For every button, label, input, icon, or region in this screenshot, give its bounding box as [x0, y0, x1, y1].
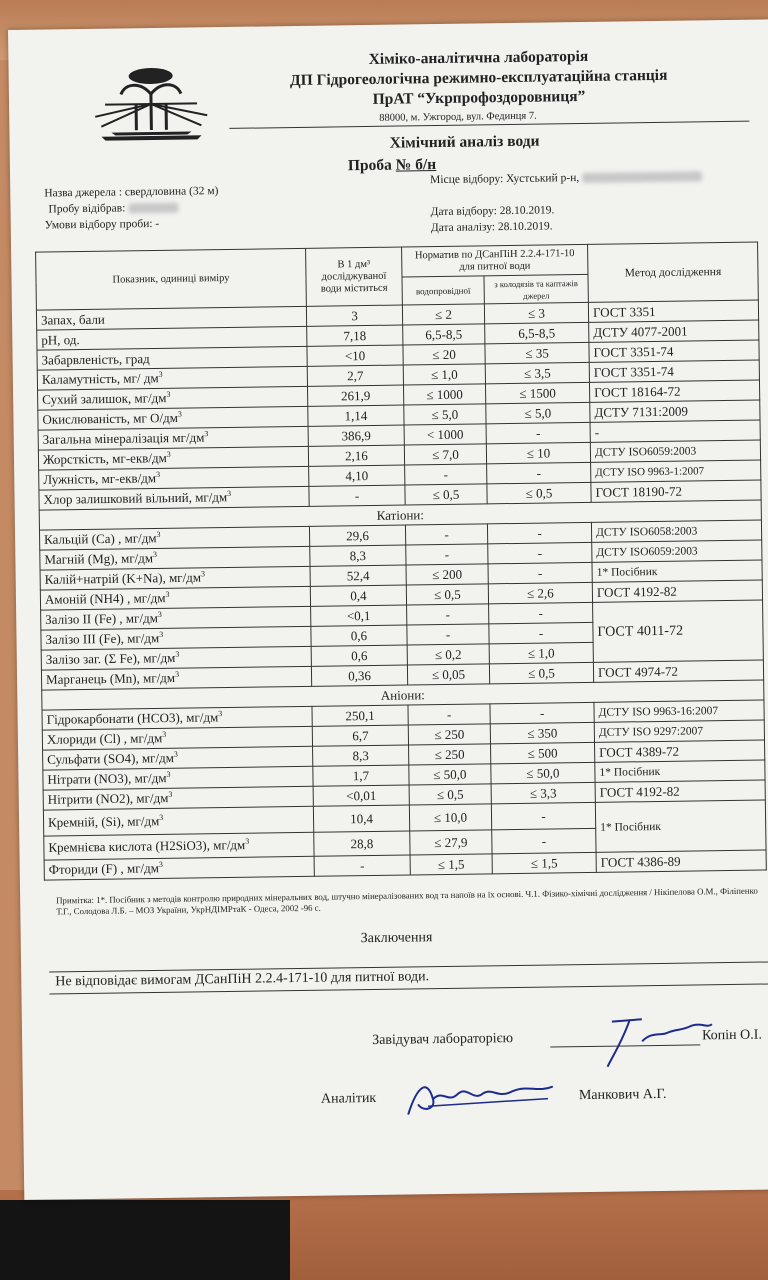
row-norm-a: ≤ 1000 [403, 384, 485, 405]
date-sample-value: 28.10.2019. [499, 204, 555, 218]
row-name-text: Гідрокарбонати (HCO3), мг/дм [46, 709, 219, 728]
row-method: - [590, 420, 760, 442]
row-norm-b: - [491, 802, 595, 829]
row-value: 1,7 [313, 765, 409, 786]
analyst-name: Манкович А.Г. [578, 1086, 667, 1104]
row-name-text: Каламутність, мг/ дм [41, 370, 159, 388]
date-analysis-line [431, 220, 553, 234]
row-norm-a: ≤ 0,2 [407, 644, 489, 665]
analyst-label: Аналітик [320, 1090, 377, 1107]
laboratory-logo [80, 63, 221, 145]
row-name-text: Сульфати (SO4), мг/дм [47, 750, 175, 768]
document-sheet [8, 19, 768, 1200]
row-method: ДСТУ 7131:2009 [590, 400, 760, 422]
row-norm-a: ≤ 50,0 [409, 764, 491, 785]
row-norm-b: ≤ 350 [490, 722, 594, 743]
date-sample-line [431, 204, 555, 218]
row-name: Залізо заг. (Σ Fe), $мг/дм^3$ [41, 646, 311, 670]
row-name: Залізо II (Fe) , $мг/дм^3$ [41, 606, 311, 630]
row-value: 386,9 [308, 425, 404, 446]
row-value: - [314, 855, 410, 876]
row-norm-a: - [408, 704, 490, 725]
row-norm-a: ≤ 1,0 [403, 364, 485, 385]
row-name-text: Нітрати (NO3), мг/дм [47, 770, 167, 788]
row-norm-a: - [405, 524, 487, 545]
row-method: ГОСТ 3351 [588, 300, 758, 322]
row-method: ДСТУ ISO6059:2003 [592, 540, 762, 562]
row-value: 29,6 [309, 525, 405, 546]
row-norm-b: - [492, 828, 596, 853]
head-name: Копін О.І. [702, 1027, 763, 1044]
row-norm-b: - [489, 602, 593, 623]
row-norm-a: - [406, 544, 488, 565]
row-norm-b: - [487, 462, 591, 483]
address: 88000, м. Ужгород, вул. Фединця 7. [379, 110, 537, 124]
row-value: - [309, 485, 405, 506]
row-method: ДСТУ 4077-2001 [589, 320, 759, 342]
row-value: 2,16 [308, 445, 404, 466]
date-analysis-value: 28.10.2019. [497, 220, 553, 234]
row-value: 8,3 [313, 745, 409, 766]
row-name-text: Марганець (Mn), мг/дм [45, 670, 176, 688]
row-value: 2,7 [307, 365, 403, 386]
row-method: 1* Посібник [595, 800, 766, 852]
row-method: ГОСТ 3351-74 [589, 360, 759, 382]
row-norm-a: ≤ 5,0 [404, 404, 486, 425]
row-name: Хлор залишковий вільний, $мг/дм^3$ [39, 486, 309, 510]
row-method: ДСТУ ISO 9963-1:2007 [591, 460, 761, 482]
col-method: Метод дослідження [588, 242, 759, 302]
row-norm-a: ≤ 2 [402, 304, 484, 325]
conclusion-text: Не відповідає вимогам ДСанПіН 2.2.4-171-10 для питної води. [55, 969, 430, 990]
row-norm-a: ≤ 250 [409, 744, 491, 765]
row-name-text: Жорсткість, мг-екв/дм [42, 450, 167, 468]
row-method: ГОСТ 4192-82 [592, 580, 762, 602]
row-norm-a: ≤ 0,05 [407, 664, 489, 685]
row-name: Магній (Mg), $мг/дм^3$ [40, 546, 310, 570]
station-name: ДП Гідрогеологічна режимно-експлуатаційна станція [289, 66, 668, 90]
row-name-text: Нітрити (NO2), мг/дм [47, 790, 169, 808]
company-name: ПрАТ “Укрпрофоздоровниця” [372, 87, 586, 108]
row-value: 28,8 [314, 831, 410, 856]
row-norm-a: ≤ 0,5 [409, 784, 491, 805]
head-label: Завідувач лабораторією [372, 1031, 514, 1049]
row-norm-a: ≤ 0,5 [405, 484, 487, 505]
row-norm-b: ≤ 500 [491, 742, 595, 763]
row-name: Залізо III (Fe), $мг/дм^3$ [41, 626, 311, 650]
row-name-text: Кальцій (Ca) , мг/дм [44, 530, 157, 548]
row-norm-a: - [405, 464, 487, 485]
row-name-text: Сухий залишок, мг/дм [42, 390, 167, 408]
row-method: ГОСТ 18164-72 [589, 380, 759, 402]
row-name: Каламутність, мг/ $дм^3$ [37, 366, 307, 390]
footnote: Примітка: 1*. Посібник з методів контролю природних мінеральних вод, штучно мінералізованих вод та напоїв на їх основі. Ч.1. Фізико-хімічні дослідження / Нікіпелова О.М., Філіпенко Т.Г., Солодова Л.Б. – МОЗ України, УкрНДІМРтаК - Одеса, 2002 -96 с. [56, 885, 758, 917]
row-norm-a: - [407, 624, 489, 645]
col-norm-wells: з колодязів та каптажів джерел [484, 274, 588, 303]
section-cations-label: Катіони: [39, 500, 761, 530]
row-name-text: Амоній (NH4) , мг/дм [44, 590, 166, 608]
row-value: 3 [306, 305, 402, 326]
row-norm-a: 6,5-8,5 [403, 324, 485, 345]
row-norm-b: ≤ 1,0 [489, 642, 593, 663]
row-norm-b: ≤ 50,0 [491, 762, 595, 783]
sample-prefix: Проба [347, 156, 392, 175]
row-name: Лужність, $мг-екв/дм^3$ [39, 466, 309, 490]
source-value: свердловина (32 м) [124, 185, 219, 199]
background-dark-object [0, 1200, 290, 1280]
row-norm-b: ≤ 10 [486, 442, 590, 463]
place-line [430, 170, 702, 186]
row-name-text: Загальна мінералізація мг/дм [42, 429, 205, 448]
row-name: Кальцій (Ca) , $мг/дм^3$ [39, 526, 309, 550]
source-line [44, 185, 218, 199]
row-norm-b: ≤ 5,0 [486, 402, 590, 423]
row-norm-a: ≤ 27,9 [410, 830, 492, 855]
row-value: 0,4 [310, 585, 406, 606]
row-value: 250,1 [312, 705, 408, 726]
row-norm-b: 6,5-8,5 [485, 322, 589, 343]
row-norm-b: ≤ 1500 [485, 382, 589, 403]
date-sample-label: Дата відбору: [430, 205, 497, 219]
row-name-text: Магній (Mg), мг/дм [44, 550, 154, 568]
document-title: Хімічний аналіз води [389, 132, 540, 152]
row-value: 8,3 [310, 545, 406, 566]
row-method: ДСТУ ISO 9297:2007 [594, 720, 764, 742]
row-norm-b: - [486, 422, 590, 443]
sample-number: № б/н [395, 156, 437, 174]
row-name: Нітрати (NO3), $мг/дм^3$ [43, 766, 313, 790]
row-norm-b: ≤ 35 [485, 342, 589, 363]
row-norm-a: ≤ 1,5 [410, 854, 492, 875]
row-name-text: Залізо III (Fe), мг/дм [45, 630, 160, 648]
row-value: 6,7 [312, 725, 408, 746]
row-value: 0,36 [311, 665, 407, 686]
row-name: Марганець (Mn), $мг/дм^3$ [41, 666, 311, 690]
redacted-sampler [128, 203, 178, 214]
row-method: ГОСТ 4011-72 [593, 600, 764, 662]
row-norm-b: ≤ 3,3 [491, 782, 595, 803]
row-norm-b: - [489, 622, 593, 643]
row-name-text: Залізо заг. (Σ Fe), мг/дм [45, 650, 176, 668]
row-name: Гідрокарбонати (HCO3), $мг/дм^3$ [42, 706, 312, 730]
row-method: ДСТУ ISO 9963-16:2007 [594, 700, 764, 722]
row-name-text: Окислюваність, мг О/дм [42, 410, 179, 428]
row-name-text: Фториди (F) , мг/дм [48, 860, 160, 878]
row-norm-b: ≤ 3 [484, 302, 588, 323]
conditions-value: - [155, 217, 160, 230]
row-norm-a: < 1000 [404, 424, 486, 445]
row-value: <10 [307, 345, 403, 366]
row-norm-a: ≤ 0,5 [406, 584, 488, 605]
section-anions-label: Аніони: [42, 680, 764, 710]
row-name: Фториди (F) , $мг/дм^3$ [44, 856, 314, 880]
row-norm-b: ≤ 2,6 [488, 582, 592, 603]
row-value: 0,6 [311, 645, 407, 666]
row-name: Хлориди (Cl) , $мг/дм^3$ [42, 726, 312, 750]
row-name: Забарвленість, град [37, 346, 307, 370]
row-value: 261,9 [308, 385, 404, 406]
row-method: ГОСТ 4386-89 [596, 850, 766, 872]
row-norm-a: ≤ 250 [408, 724, 490, 745]
row-value: <0,01 [313, 785, 409, 806]
row-name-text: Хлориди (Cl) , мг/дм [46, 730, 163, 748]
row-norm-b: - [488, 562, 592, 583]
col-norm: Норматив по ДСанПіН 2.2.4-171-10 для питної води [402, 244, 588, 277]
row-norm-b: ≤ 3,5 [485, 362, 589, 383]
row-name: Нітрити (NO2), $мг/дм^3$ [43, 786, 313, 810]
row-name: Кремнієва кислота (H2SiO3), $мг/дм^3$ [44, 832, 314, 860]
lab-name: Хіміко-аналітична лабораторія [368, 47, 589, 68]
row-name-text: Калій+натрій (K+Na), мг/дм [44, 570, 202, 588]
row-name: Кремній, (Si), $мг/дм^3$ [43, 806, 313, 836]
row-name-text: Хлор залишковий вільний, мг/дм [43, 489, 228, 508]
row-norm-a: ≤ 200 [406, 564, 488, 585]
row-norm-a: ≤ 10,0 [409, 804, 491, 831]
row-value: 7,18 [307, 325, 403, 346]
row-method: 1* Посібник [592, 560, 762, 582]
place-value: Хустський р-н, [506, 172, 580, 186]
row-value: <0,1 [311, 605, 407, 626]
row-method: ДСТУ ISO6059:2003 [590, 440, 760, 462]
row-name: Амоній (NH4) , $мг/дм^3$ [40, 586, 310, 610]
row-norm-b: ≤ 1,5 [492, 852, 596, 873]
row-norm-b: - [488, 542, 592, 563]
analyst-signature [387, 1062, 568, 1135]
date-analysis-label: Дата аналізу: [430, 221, 496, 235]
row-name-text: Кремній, (Si), мг/дм [47, 813, 160, 831]
row-norm-b: - [487, 522, 591, 543]
row-norm-a: - [407, 604, 489, 625]
row-norm-a: ≤ 7,0 [404, 444, 486, 465]
sample-title [348, 156, 437, 175]
row-name-text: Залізо II (Fe) , мг/дм [45, 610, 158, 628]
row-norm-b: ≤ 0,5 [489, 662, 593, 683]
row-name: Жорсткість, $мг-екв/дм^3$ [38, 446, 308, 470]
sampler-label: Пробу відібрав: [48, 202, 126, 216]
row-method: ГОСТ 4192-82 [595, 780, 765, 802]
row-method: 1* Посібник [595, 760, 765, 782]
analysis-table [35, 242, 767, 881]
row-method: ГОСТ 18190-72 [591, 480, 761, 502]
col-norm-tap: водопровідної [402, 276, 484, 305]
row-norm-b: ≤ 0,5 [487, 482, 591, 503]
row-name: Калій+натрій (K+Na), $мг/дм^3$ [40, 566, 310, 590]
conditions-label: Умови відбору проби: [44, 218, 153, 232]
row-norm-b: - [490, 702, 594, 723]
row-name: Запах, бали [36, 306, 306, 330]
row-name-text: Лужність, мг-екв/дм [43, 470, 157, 488]
row-value: 1,14 [308, 405, 404, 426]
row-name-text: Кремнієва кислота (H2SiO3), мг/дм [48, 837, 246, 856]
row-method: ДСТУ ISO6058:2003 [591, 520, 761, 542]
row-method: ГОСТ 4974-72 [593, 660, 763, 682]
row-norm-a: ≤ 20 [403, 344, 485, 365]
row-value: 52,4 [310, 565, 406, 586]
row-value: 4,10 [309, 465, 405, 486]
col-value: В 1 дм³ досліджуваної води міститься [306, 247, 403, 306]
sampler-line [48, 202, 178, 216]
redacted-place [582, 172, 702, 184]
conclusion-title: Заключення [360, 930, 433, 947]
row-value: 0,6 [311, 625, 407, 646]
col-indicator: Показник, одиниці виміру [36, 248, 307, 310]
row-name: Окислюваність, мг $О/дм^3$ [38, 406, 308, 430]
place-label: Місце відбору: [430, 173, 504, 187]
row-name: Сульфати (SO4), $мг/дм^3$ [43, 746, 313, 770]
row-name: Сухий залишок, $мг/дм^3$ [38, 386, 308, 410]
source-label: Назва джерела : [44, 186, 123, 200]
row-method: ГОСТ 3351-74 [589, 340, 759, 362]
conditions-line [45, 218, 160, 232]
row-name: pH, од. [37, 326, 307, 350]
row-name: Загальна мінералізація $мг/дм^3$ [38, 426, 308, 450]
row-value: 10,4 [313, 805, 409, 832]
row-method: ГОСТ 4389-72 [595, 740, 765, 762]
